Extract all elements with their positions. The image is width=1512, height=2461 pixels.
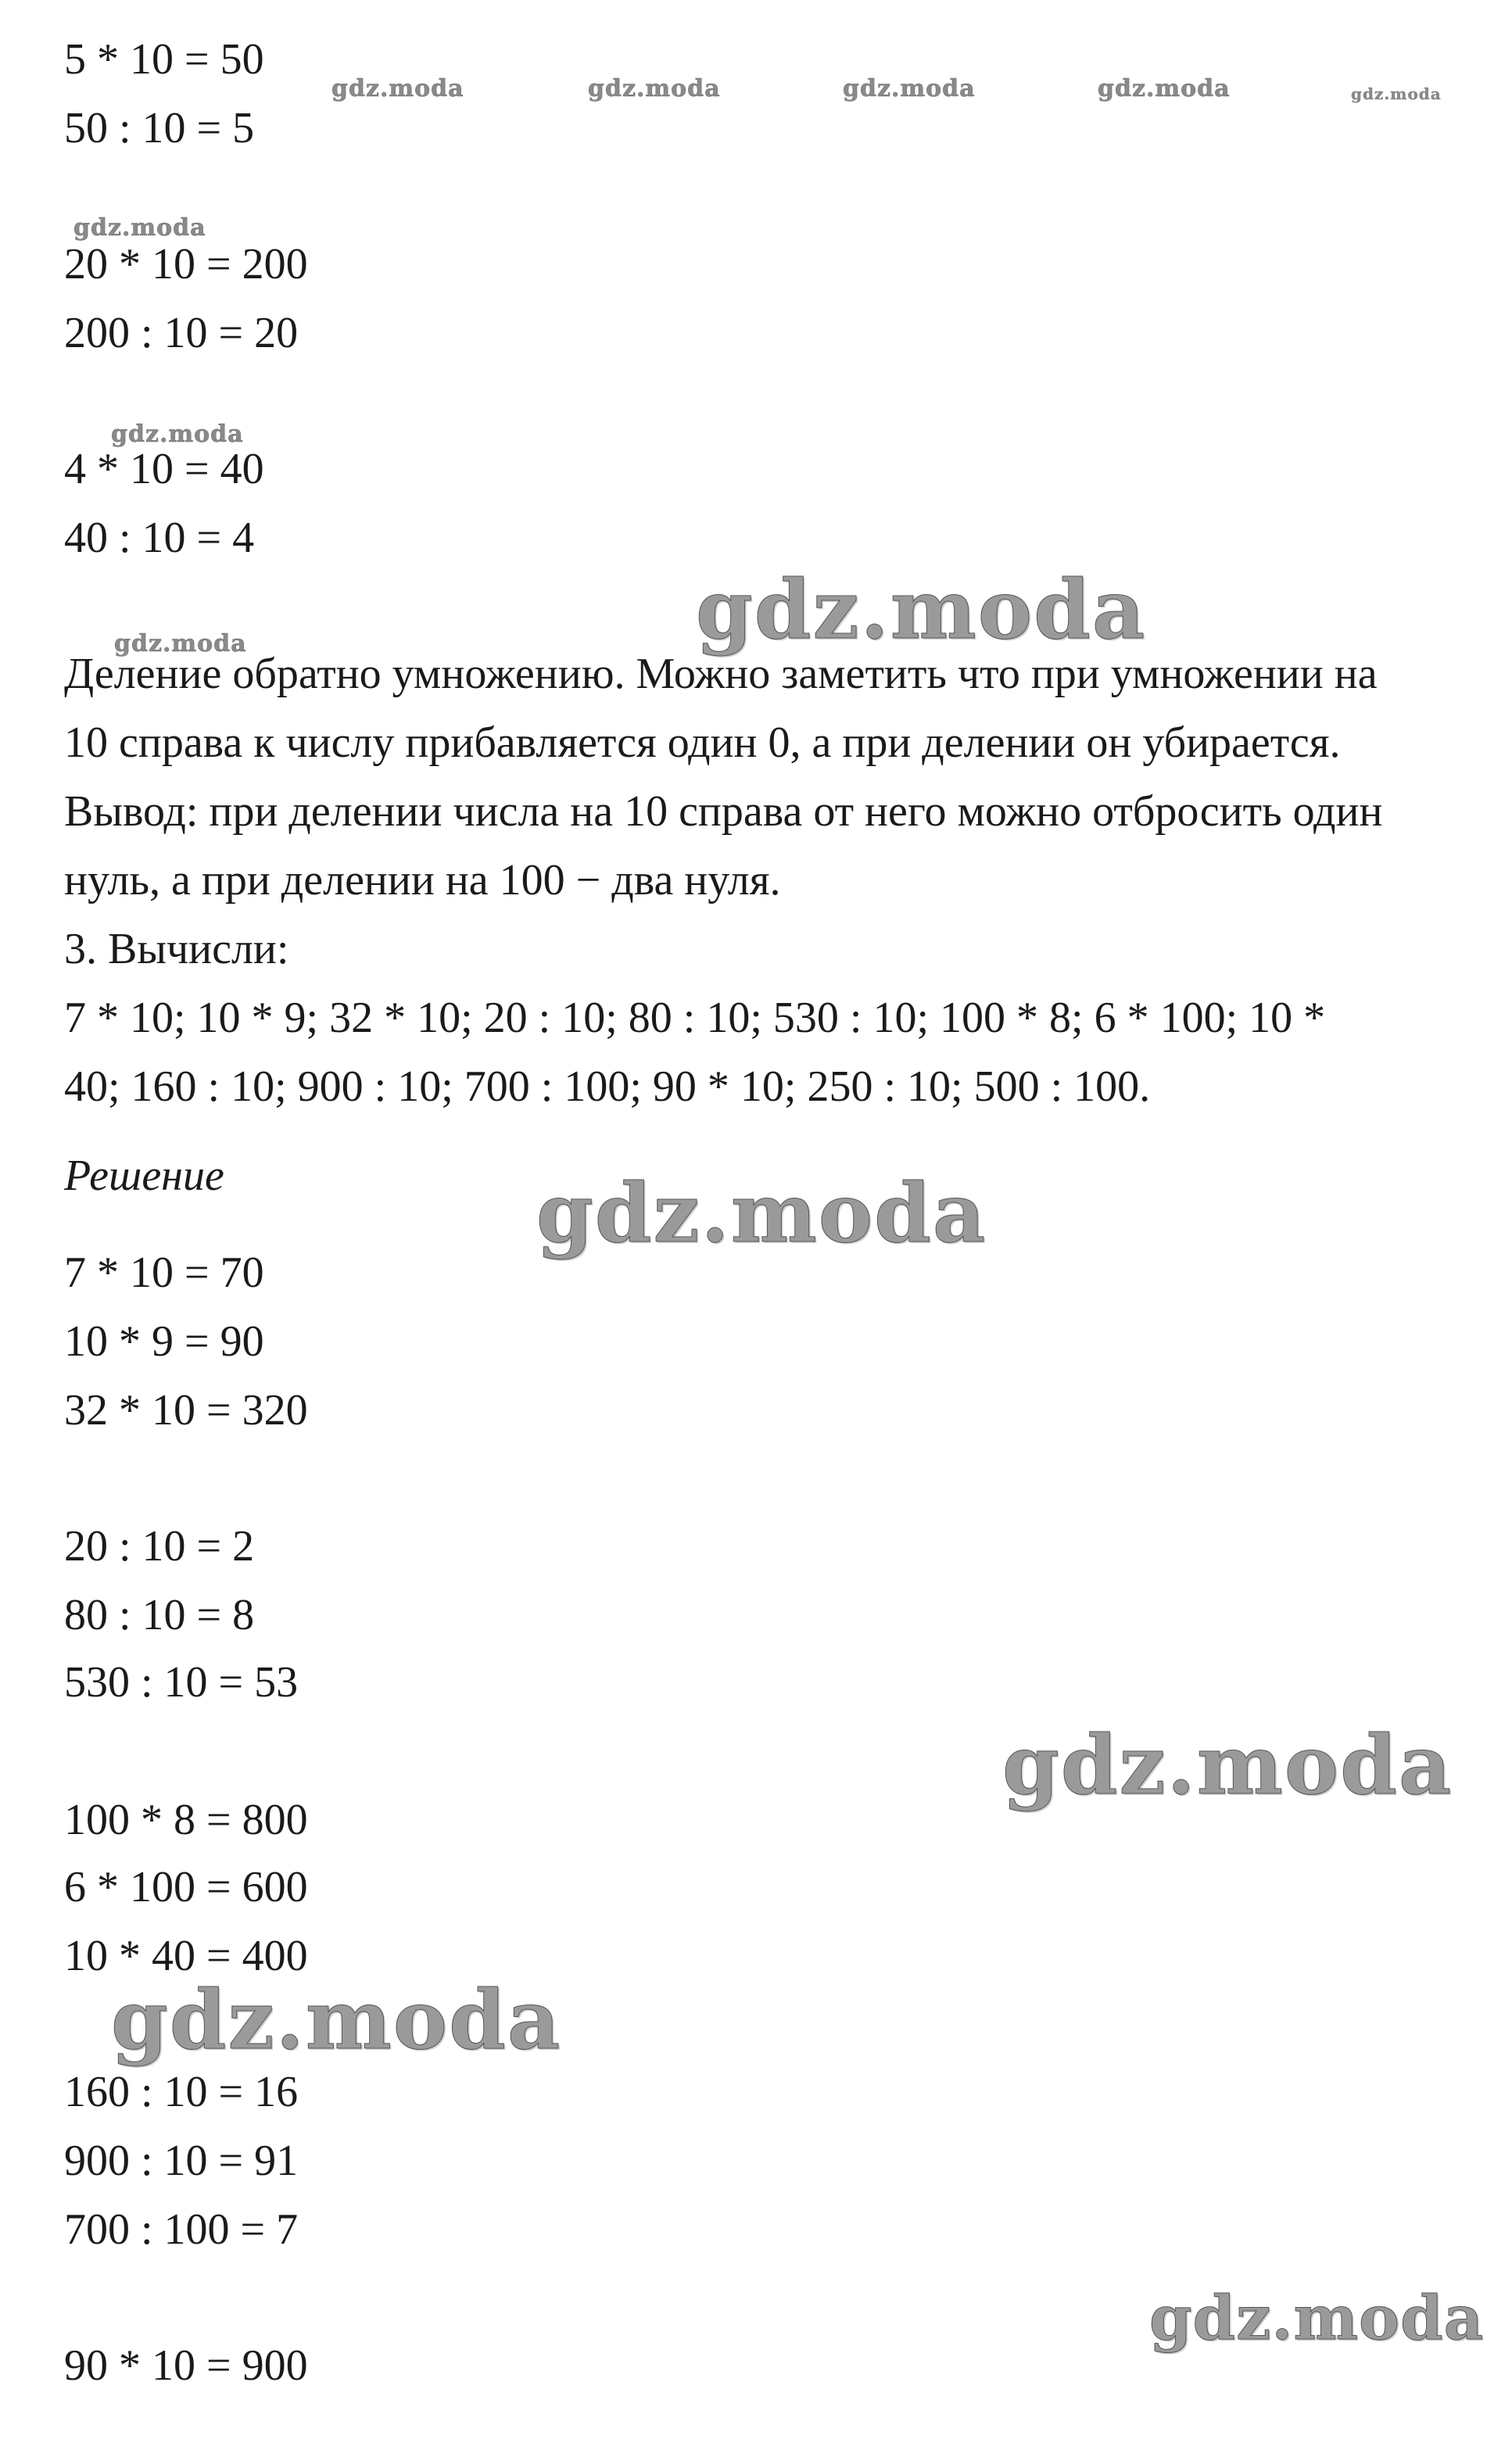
equation-line: 900 : 10 = 91 xyxy=(64,2137,299,2185)
watermark: gdz.moda xyxy=(843,75,976,102)
watermark: gdz.moda xyxy=(1002,1717,1453,1813)
watermark: gdz.moda xyxy=(73,214,206,242)
equation-line: 20 * 10 = 200 xyxy=(64,240,308,288)
explanation-text xyxy=(64,639,1471,1121)
watermark: gdz.moda xyxy=(588,75,721,102)
equation-line: 50 : 10 = 5 xyxy=(64,104,255,152)
equation-line: 90 * 10 = 900 xyxy=(64,2341,308,2390)
task-text: 7 * 10; 10 * 9; 32 * 10; 20 : 10; 80 : 10; 530 : 10; 100 * 8; 6 * 100; 10 * xyxy=(64,994,1326,1042)
equation-line: 4 * 10 = 40 xyxy=(64,445,264,493)
equation-line: 700 : 100 = 7 xyxy=(64,2205,299,2254)
equation-line: 40 : 10 = 4 xyxy=(64,514,255,562)
task-heading: 3. Вычисли: xyxy=(64,925,289,973)
watermark: gdz.moda xyxy=(114,630,247,657)
equation-line: 5 * 10 = 50 xyxy=(64,35,264,84)
text-line: Вывод: при делении числа на 10 справа от него можно отбросить один xyxy=(64,787,1383,836)
solution-label: Решение xyxy=(64,1152,224,1200)
equation-line: 10 * 40 = 400 xyxy=(64,1932,308,1980)
text-line: нуль, а при делении на 100 − два нуля. xyxy=(64,856,781,905)
text-line: 10 справа к числу прибавляется один 0, а при делении он убирается. xyxy=(64,718,1341,767)
equation-line: 530 : 10 = 53 xyxy=(64,1658,299,1707)
watermark: gdz.moda xyxy=(1098,75,1231,102)
equation-line: 100 * 8 = 800 xyxy=(64,1796,308,1844)
equation-line: 160 : 10 = 16 xyxy=(64,2068,299,2116)
equation-line: 200 : 10 = 20 xyxy=(64,309,299,357)
watermark: gdz.moda xyxy=(536,1165,987,1261)
text-line: Деление обратно умножению. Можно заметить что при умножении на xyxy=(64,650,1378,698)
equation-line: 10 * 9 = 90 xyxy=(64,1317,264,1366)
equation-line: 32 * 10 = 320 xyxy=(64,1386,308,1435)
equation-line: 80 : 10 = 8 xyxy=(64,1591,255,1639)
watermark: gdz.moda xyxy=(1351,84,1442,103)
watermark: gdz.moda xyxy=(1149,2283,1485,2354)
watermark: gdz.moda xyxy=(111,1972,562,2068)
watermark: gdz.moda xyxy=(111,421,244,448)
equation-line: 7 * 10 = 70 xyxy=(64,1248,264,1297)
watermark: gdz.moda xyxy=(331,75,464,102)
task-text: 40; 160 : 10; 900 : 10; 700 : 100; 90 * 10; 250 : 10; 500 : 100. xyxy=(64,1062,1151,1111)
equation-line: 20 : 10 = 2 xyxy=(64,1522,255,1571)
equation-line: 6 * 100 = 600 xyxy=(64,1863,308,1911)
watermark: gdz.moda xyxy=(696,561,1147,657)
